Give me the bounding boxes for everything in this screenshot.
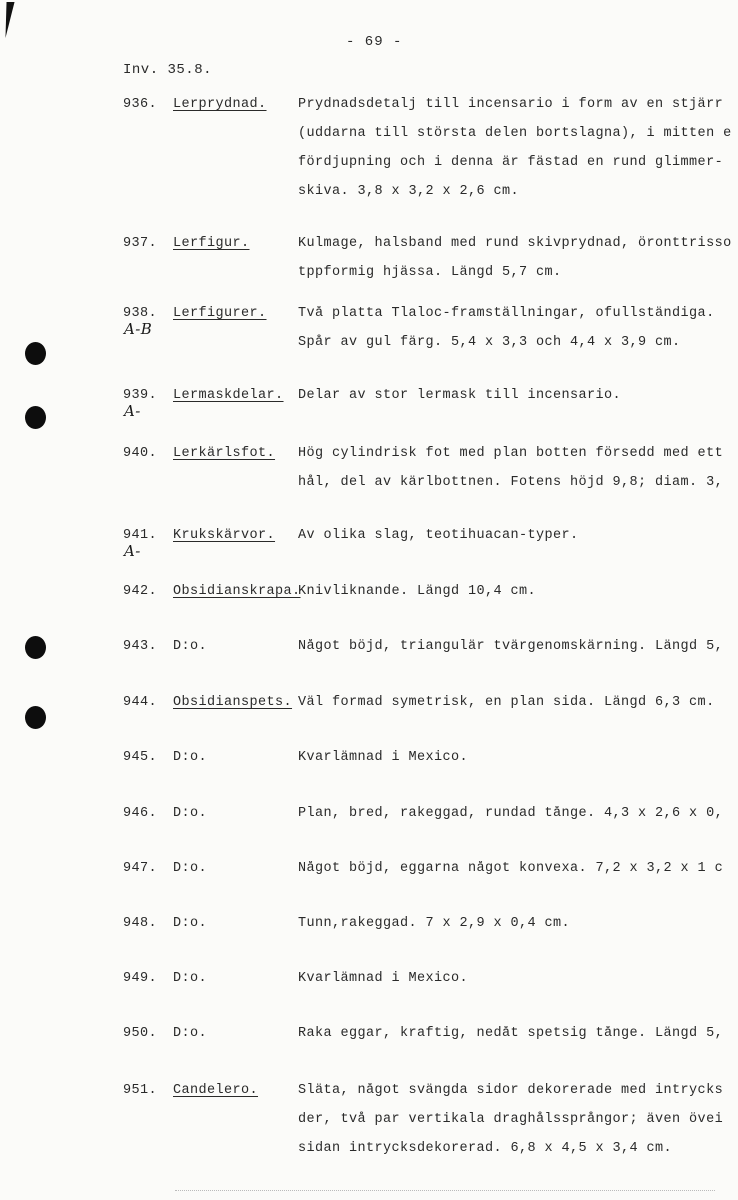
handwritten-mark: A- bbox=[124, 542, 141, 560]
punch-hole bbox=[25, 406, 46, 429]
entry-number: 950. bbox=[123, 1026, 158, 1041]
description-line: skiva. 3,8 x 3,2 x 2,6 cm. bbox=[298, 184, 520, 199]
entry-title: D:o. bbox=[173, 916, 208, 931]
entry-number: 951. bbox=[123, 1083, 158, 1098]
description-line: tppformig hjässa. Längd 5,7 cm. bbox=[298, 265, 562, 280]
entry-number: 942. bbox=[123, 584, 158, 599]
entry-number: 936. bbox=[123, 97, 158, 112]
description-line: (uddarna till största delen bortslagna), i mitten e bbox=[298, 126, 732, 141]
description-line: sidan intrycksdekorerad. 6,8 x 4,5 x 3,4 cm. bbox=[298, 1141, 673, 1156]
entry-description bbox=[298, 750, 738, 772]
description-line: Kulmage, halsband med rund skivprydnad, öronttrisso bbox=[298, 236, 732, 251]
description-line: Kvarlämnad i Mexico. bbox=[298, 971, 469, 986]
description-line: Något böjd, eggarna något konvexa. 7,2 x 3,2 x 1 c bbox=[298, 861, 724, 876]
entry-title: Lerfigur. bbox=[173, 236, 250, 251]
punch-hole bbox=[25, 706, 46, 729]
entry-description bbox=[298, 446, 738, 497]
page-number: - 69 - bbox=[346, 34, 403, 50]
entry-number: 945. bbox=[123, 750, 158, 765]
description-line: Plan, bred, rakeggad, rundad tånge. 4,3 x 2,6 x 0, bbox=[298, 806, 724, 821]
entry-number: 943. bbox=[123, 639, 158, 654]
description-line: Något böjd, triangulär tvärgenomskärning. Längd 5, bbox=[298, 639, 724, 654]
punch-hole bbox=[25, 342, 46, 365]
inventory-header: Inv. 35.8. bbox=[123, 62, 213, 78]
description-line: Prydnadsdetalj till incensario i form av en stjärr bbox=[298, 97, 724, 112]
entry-description bbox=[298, 388, 738, 410]
entry-title: Lerfigurer. bbox=[173, 306, 267, 321]
entry-number: 941. bbox=[123, 528, 158, 543]
corner-mark bbox=[1, 2, 14, 38]
entry-title: Obsidianspets. bbox=[173, 695, 293, 710]
entry-title: D:o. bbox=[173, 1026, 208, 1041]
entry-title: Candelero. bbox=[173, 1083, 259, 1098]
entry-number: 940. bbox=[123, 446, 158, 461]
description-line: der, två par vertikala draghålssprångor; även övei bbox=[298, 1112, 724, 1127]
handwritten-mark: A- bbox=[124, 402, 141, 420]
entry-title: D:o. bbox=[173, 639, 208, 654]
entry-number: 944. bbox=[123, 695, 158, 710]
description-line: Raka eggar, kraftig, nedåt spetsig tånge. Längd 5, bbox=[298, 1026, 724, 1041]
entry-description bbox=[298, 916, 738, 938]
entry-description bbox=[298, 236, 738, 287]
description-line: Kvarlämnad i Mexico. bbox=[298, 750, 469, 765]
entry-title: D:o. bbox=[173, 861, 208, 876]
entry-number: 946. bbox=[123, 806, 158, 821]
entry-description bbox=[298, 528, 738, 550]
entry-description bbox=[298, 639, 738, 661]
description-line: Två platta Tlaloc-framställningar, ofullständiga. bbox=[298, 306, 715, 321]
entry-number: 937. bbox=[123, 236, 158, 251]
description-line: Tunn,rakeggad. 7 x 2,9 x 0,4 cm. bbox=[298, 916, 571, 931]
description-line: Hög cylindrisk fot med plan botten försedd med ett bbox=[298, 446, 724, 461]
entry-description bbox=[298, 695, 738, 717]
description-line: fördjupning och i denna är fästad en rund glimmer- bbox=[298, 155, 724, 170]
description-line: Spår av gul färg. 5,4 x 3,3 och 4,4 x 3,9 cm. bbox=[298, 335, 681, 350]
description-line: Knivliknande. Längd 10,4 cm. bbox=[298, 584, 537, 599]
punch-hole bbox=[25, 636, 46, 659]
entry-number: 938. bbox=[123, 306, 158, 321]
entry-title: D:o. bbox=[173, 806, 208, 821]
entry-title: Lerkärlsfot. bbox=[173, 446, 276, 461]
entry-description bbox=[298, 861, 738, 883]
entry-number: 939. bbox=[123, 388, 158, 403]
description-line: Släta, något svängda sidor dekorerade med intrycks bbox=[298, 1083, 724, 1098]
entry-title: Obsidianskrapa. bbox=[173, 584, 301, 599]
entry-title: D:o. bbox=[173, 971, 208, 986]
entry-description bbox=[298, 97, 738, 206]
entry-number: 947. bbox=[123, 861, 158, 876]
description-line: Delar av stor lermask till incensario. bbox=[298, 388, 622, 403]
entry-description bbox=[298, 306, 738, 357]
handwritten-mark: A-B bbox=[124, 320, 153, 338]
entry-title: D:o. bbox=[173, 750, 208, 765]
entry-description bbox=[298, 584, 738, 606]
entry-title: Lermaskdelar. bbox=[173, 388, 284, 403]
entry-description bbox=[298, 971, 738, 993]
description-line: Väl formad symetrisk, en plan sida. Längd 6,3 cm. bbox=[298, 695, 715, 710]
entry-number: 948. bbox=[123, 916, 158, 931]
description-line: Av olika slag, teotihuacan-typer. bbox=[298, 528, 579, 543]
entry-title: Lerprydnad. bbox=[173, 97, 267, 112]
entry-description bbox=[298, 806, 738, 828]
entry-title: Krukskärvor. bbox=[173, 528, 276, 543]
entry-description bbox=[298, 1026, 738, 1048]
entry-number: 949. bbox=[123, 971, 158, 986]
bottom-rule bbox=[175, 1190, 715, 1191]
description-line: hål, del av kärlbottnen. Fotens höjd 9,8; diam. 3, bbox=[298, 475, 724, 490]
entry-description bbox=[298, 1083, 738, 1163]
